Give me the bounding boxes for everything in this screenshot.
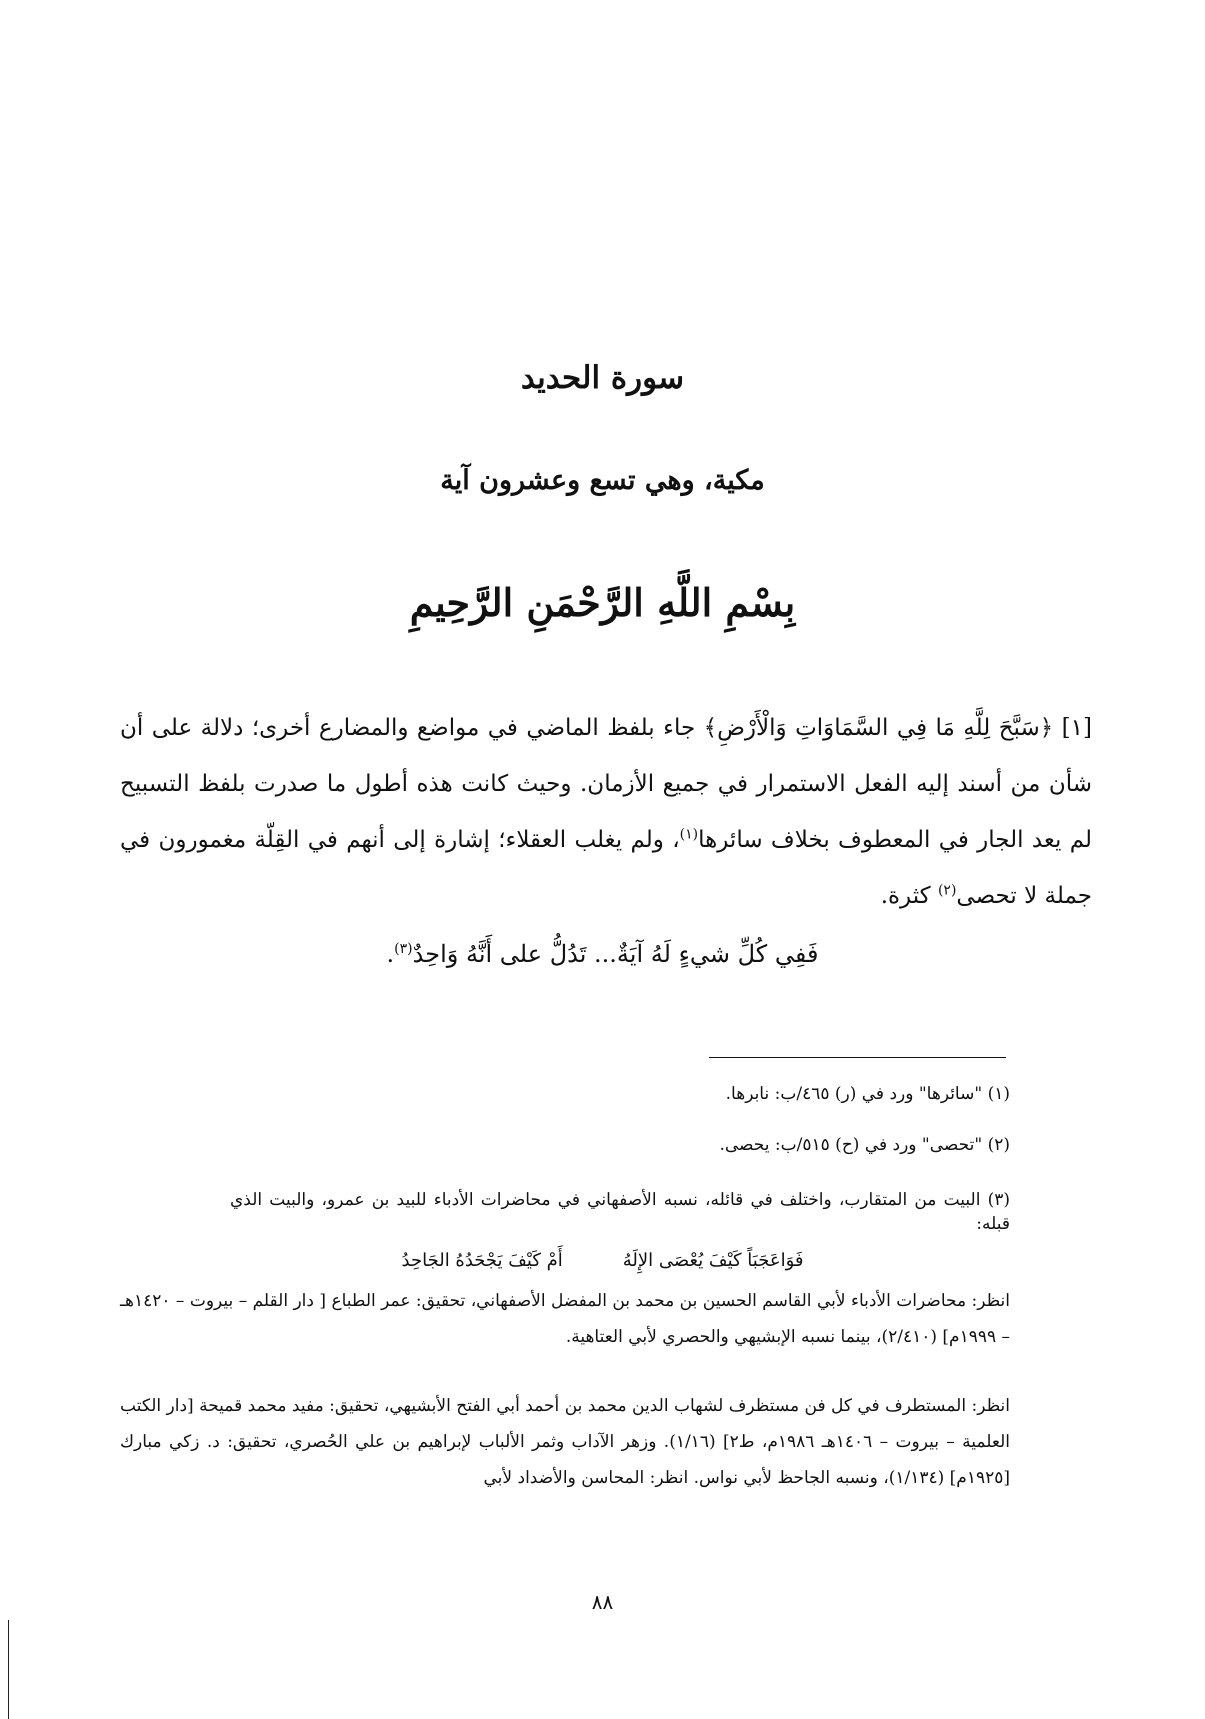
commentary-text-part2: ، ولم يغلب العقلاء؛ إشارة إلى أنهم في القِلّة مغمورون في جملة لا تحصى xyxy=(120,827,1092,909)
page-number: ٨٨ xyxy=(591,1590,614,1614)
footnote-3: (٣) البيت من المتقارب، واختلف في قائله، نسبه الأصفهاني في محاضرات الأدباء للبيد بن عمرو، والبيت الذي قبله: xyxy=(230,1190,1010,1234)
verse-text: فَفِي كُلِّ شيءٍ لَهُ آيَةٌ... تَدُلُّ على أَنَّهُ وَاحِدٌ xyxy=(412,940,819,968)
footnote-ref-1: (١) xyxy=(679,826,699,843)
footnote-separator xyxy=(709,1057,1006,1058)
poetry-verse xyxy=(0,940,1205,968)
surah-title: سورة الحديد xyxy=(520,360,685,396)
poem-hemistich-2: أَمْ كَيْفَ يَجْحَدُهُ الجَاحِدُ xyxy=(401,1250,563,1271)
poem-line xyxy=(0,1250,1205,1271)
reference-paragraph-1: انظر: محاضرات الأدباء لأبي القاسم الحسين بن محمد بن المفضل الأصفهاني، تحقيق: عمر الطباع [ دار القلم – بيروت – ١٤٢٠هـ – ١٩٩٩م] (٢/٤١٠)، بينما نسبه الإبشيهي والحصري لأبي العتاهية. xyxy=(120,1291,1010,1347)
commentary-paragraph xyxy=(120,700,1092,924)
verse-end: . xyxy=(386,940,395,968)
commentary-text-part1: [١] ﴿سَبَّحَ لِلَّهِ مَا فِي السَّمَاوَاتِ وَالْأَرْضِ﴾ جاء بلفظ الماضي في مواضع والمضارع أخرى؛ دلالة على أن شأن من أسند إليه الفعل الاستمرار في جميع الأزمان. وحيث كانت هذه أطول ما صدرت بلفظ التسبيح لم يعد الجار في المعطوف بخلاف سائرها xyxy=(120,715,1093,853)
basmala: بِسْمِ اللَّهِ الرَّحْمَنِ الرَّحِيمِ xyxy=(409,580,796,625)
footnote-2: (٢) "تحصى" ورد في (ح) ٥١٥/ب: يحصى. xyxy=(719,1135,1010,1155)
reference-paragraph-2: انظر: المستطرف في كل فن مستظرف لشهاب الدين محمد بن أحمد أبي الفتح الأبشيهي، تحقيق: مفيد محمد قميحة [دار الكتب العلمية – بيروت – ١٤٠٦هـ ١٩٨٦م، ط٢] (١/١٦). وزهر الآداب وثمر الألباب لإبراهيم بن علي الحُصري، تحقيق: د. زكي مبارك [١٩٢٥م] (١/١٣٤)، ونسبه الجاحظ لأبي نواس. انظر: المحاسن والأضداد لأبي xyxy=(120,1396,1010,1488)
commentary-text-part3: كثرة. xyxy=(880,883,938,909)
scan-edge-line xyxy=(8,1620,9,1719)
footnote-ref-3: (٣) xyxy=(394,941,413,957)
footnote-1: (١) "سائرها" ورد في (ر) ٤٦٥/ب: نابرها. xyxy=(725,1084,1010,1104)
poem-hemistich-1: فَوَاعَجَبَاً كَيْفَ يُعْصَى الإِلَهُ xyxy=(622,1250,804,1271)
footnote-ref-2: (٢) xyxy=(937,882,957,899)
surah-subtitle: مكية، وهي تسع وعشرون آية xyxy=(440,465,765,496)
